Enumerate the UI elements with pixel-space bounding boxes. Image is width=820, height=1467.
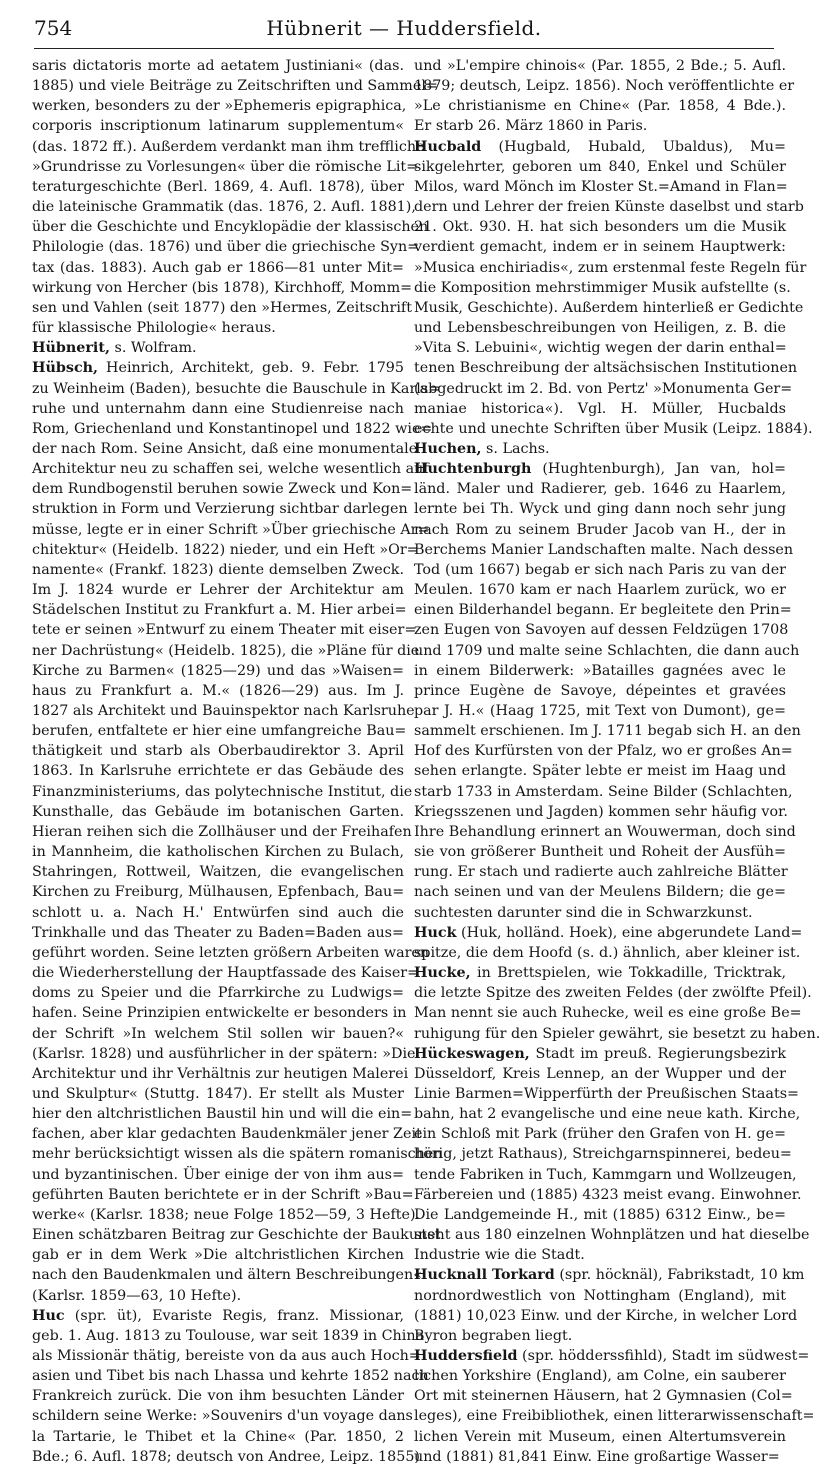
headword: Hübnerit, xyxy=(32,340,110,357)
entry-line: (1881) 10,023 Einw. und der Kirche, in welcher Lord xyxy=(414,1307,798,1324)
dictionary-entry xyxy=(414,963,820,1044)
entry-line: Im J. 1824 wurde er Lehrer der Architektur am xyxy=(32,582,404,599)
entry-line: ruhigung für den Spieler gewährt, sie besetzt zu haben. xyxy=(414,1025,820,1042)
entry-line: asien und Tibet bis nach Lhassa und kehrte 1852 nach xyxy=(32,1368,429,1385)
entry-line: »Musica enchiriadis«, zum erstenmal feste Regeln für xyxy=(414,259,807,276)
entry-line: Ihre Behandlung erinnert an Wouwerman, doch sind xyxy=(414,823,796,840)
entry-line: sie von größerer Buntheit und Roheit der Ausfüh= xyxy=(414,844,786,861)
entry-headline: Hucknall Torkard (spr. höcknäl), Fabrikstadt, 10 km xyxy=(414,1267,805,1284)
entry-line: und 1709 und malte seine Schlachten, die dann auch xyxy=(414,642,800,659)
entry-line: namente« (Frankf. 1823) diente demselben Zweck. xyxy=(32,561,404,578)
entry-line: schlott u. a. Nach H.' Entwürfen sind auch die xyxy=(32,904,404,921)
entry-line: Hieran reihen sich die Zollhäuser und der Freihafen xyxy=(32,823,412,840)
entry-line: schildern seine Werke: »Souvenirs d'un voyage dans xyxy=(32,1408,413,1425)
entry-line: sammelt erschienen. Im J. 1711 begab sich H. an den xyxy=(414,723,801,740)
entry-line: Stahringen, Rottweil, Waitzen, die evangelischen xyxy=(32,864,404,881)
entry-line: struktion in Form und Verzierung sichtbar darlegen xyxy=(32,501,408,518)
entry-line: (Karlsr. 1859—63, 10 Hefte). xyxy=(32,1287,242,1304)
entry-line: die letzte Spitze des zweiten Feldes (der zwölfte Pfeil). xyxy=(414,985,812,1002)
entry-line: ruhe und unternahm dann eine Studienreise nach xyxy=(32,400,404,417)
entry-line: geführten Bauten berichtete er in der Schrift »Bau= xyxy=(32,1186,414,1203)
entry-line: berufen, entfaltete er hier eine umfangreiche Bau= xyxy=(32,723,407,740)
entry-line: prince Eugène de Savoye, dépeintes et gravées xyxy=(414,682,786,699)
page-number: 754 xyxy=(34,16,73,40)
entry-line: tax (das. 1883). Auch gab er 1866—81 unter Mit= xyxy=(32,259,404,276)
dictionary-entry xyxy=(32,338,404,358)
entry-line: Byron begraben liegt. xyxy=(414,1327,573,1344)
entry-line: und »L'empire chinois« (Par. 1855, 2 Bde.; 5. Aufl. xyxy=(414,58,786,74)
entry-line: haus zu Frankfurt a. M.« (1826—29) aus. Im J. xyxy=(32,682,404,699)
entry-line: (das. 1872 ff.). Außerdem verdankt man ihm treffliche xyxy=(32,138,425,155)
dictionary-entry xyxy=(414,923,803,963)
entry-line: par J. H.« (Haag 1725, mit Text von Dumont), ge= xyxy=(414,703,786,719)
entry-line: zen Eugen von Savoyen auf dessen Feldzügen 1708 xyxy=(414,622,789,639)
entry-line: fachen, aber klar gedachten Baudenkmäler jener Zeit xyxy=(32,1126,422,1143)
entry-line: lichen Verein mit Museum, einen Altertumsverein xyxy=(414,1428,786,1445)
entry-line: tende Fabriken in Tuch, Kammgarn und Wollzeugen, xyxy=(414,1166,797,1183)
entry-line: wirkung von Hercher (bis 1878), Kirchhoff, Momm= xyxy=(32,279,413,296)
entry-headline: Hückeswagen, Stadt im preuß. Regierungsbezirk xyxy=(414,1045,786,1062)
entry-line: teraturgeschichte (Berl. 1869, 4. Aufl. 1878), über xyxy=(32,178,404,195)
entry-line: Rom, Griechenland und Konstantinopel und 1822 wie= xyxy=(32,420,433,437)
entry-line: sen und Vahlen (seit 1877) den »Hermes, Zeitschrift xyxy=(32,299,412,316)
entry-line: hafen. Seine Prinzipien entwickelte er besonders in xyxy=(32,1005,407,1022)
entry-line: zu Weinheim (Baden), besuchte die Bauschule in Karls= xyxy=(32,380,441,397)
entry-line: sehen erlangte. Später lebte er meist im Haag und xyxy=(414,763,786,780)
entry-line: tete er seinen »Entwurf zu einem Theater mit eiser= xyxy=(32,622,417,639)
entry-line: Linie Barmen=Wipperfürth der Preußischen Staats= xyxy=(414,1085,800,1102)
entry-line: »Le christianisme en Chine« (Par. 1858, 4 Bde.). xyxy=(414,98,786,115)
entry-line: geführt worden. Seine letzten größern Arbeiten waren xyxy=(32,944,430,961)
entry-line: lichen Yorkshire (England), am Colne, ein sauberer xyxy=(414,1368,786,1385)
entry-line: doms zu Speier und die Pfarrkirche zu Ludwigs= xyxy=(32,985,404,1002)
entry-headline: Hucke, in Brettspielen, wie Tokkadille, Tricktrak, xyxy=(414,965,786,982)
entry-line: für klassische Philologie« heraus. xyxy=(32,320,276,337)
entry-line: nordnordwestlich von Nottingham (England), mit xyxy=(414,1287,786,1304)
entry-line: ner Dachrüstung« (Heidelb. 1825), die »Pläne für die xyxy=(32,642,420,659)
entry-line: (abgedruckt im 2. Bd. von Pertz' »Monumenta Ger= xyxy=(414,380,793,397)
entry-line: die Wiederherstellung der Hauptfassade des Kaiser= xyxy=(32,965,420,982)
entry-line: chitektur« (Heidelb. 1822) nieder, und ein Heft »Or= xyxy=(32,541,419,558)
entry-line: steht aus 180 einzelnen Wohnplätzen und hat dieselbe xyxy=(414,1227,810,1244)
entry-line: gab er in dem Werk »Die altchristlichen Kirchen xyxy=(32,1247,404,1264)
entry-line: echte und unechte Schriften über Musik (Leipz. 1884). xyxy=(414,420,813,437)
headword: Huchtenburgh xyxy=(414,461,532,478)
entry-line: Er starb 26. März 1860 in Paris. xyxy=(414,118,648,135)
page-header xyxy=(34,14,774,44)
entry-line: und Skulptur« (Stuttg. 1847). Er stellt als Muster xyxy=(32,1085,404,1102)
entry-line: Kunsthalle, das Gebäude im botanischen Garten. xyxy=(32,803,404,820)
entry-line: starb 1733 in Amsterdam. Seine Bilder (Schlachten, xyxy=(414,783,793,800)
entry-line: geb. 1. Aug. 1813 zu Toulouse, war seit 1839 in China xyxy=(32,1327,425,1344)
dictionary-entry xyxy=(414,137,813,439)
entry-headline: Hübnerit, s. Wolfram. xyxy=(32,340,197,357)
entry-headline: Huc (spr. üt), Evariste Regis, franz. Missionar, xyxy=(32,1307,404,1324)
entry-line: Düsseldorf, Kreis Lennep, an der Wupper und der xyxy=(414,1065,786,1082)
entry-line: die Komposition mehrstimmiger Musik aufstellte (s. xyxy=(414,279,791,296)
entry-line: dem Rundbogenstil beruhen sowie Zweck und Kon= xyxy=(32,481,413,498)
entry-line: Philologie (das. 1876) und über die griechische Syn= xyxy=(32,239,420,256)
entry-line: über die Geschichte und Encyklopädie der klassischen xyxy=(32,219,429,236)
entry-line: Färbereien und (1885) 4323 meist evang. Einwohner. xyxy=(414,1186,802,1203)
entry-line: Bde.; 6. Aufl. 1878; deutsch von Andree, Leipz. 1855) xyxy=(32,1448,421,1465)
headword: Hucknall Torkard xyxy=(414,1267,555,1284)
entry-line: verdient gemacht, indem er in seinem Hauptwerk: xyxy=(414,239,786,256)
entry-line: Berchems Manier Landschaften malte. Nach dessen xyxy=(414,541,794,558)
entry-line: leges), eine Freibibliothek, einen litterarwissenschaft= xyxy=(414,1408,815,1425)
dictionary-entry xyxy=(414,1346,815,1467)
entry-headline: Hübsch, Heinrich, Architekt, geb. 9. Febr. 1795 xyxy=(32,360,404,377)
entry-line: Trinkhalle und das Theater zu Baden=Baden aus= xyxy=(32,924,404,941)
entry-line: »Grundrisse zu Vorlesungen« über die römische Lit= xyxy=(32,158,419,175)
dictionary-entry xyxy=(414,56,795,137)
entry-line: die lateinische Grammatik (das. 1876, 2. Aufl. 1881), xyxy=(32,199,416,216)
entry-line: »Vita S. Lebuini«, wichtig wegen der darin enthal= xyxy=(414,340,787,357)
entry-line: ein Schloß mit Park (früher den Grafen von H. ge= xyxy=(414,1126,786,1143)
entry-line: werken, besonders zu der »Ephemeris epigraphica, xyxy=(32,98,407,115)
entry-line: 1863. In Karlsruhe errichtete er das Gebäude des xyxy=(32,763,404,780)
dictionary-entry xyxy=(32,56,438,338)
entry-line: nach den Baudenkmalen und ältern Beschreibungen« xyxy=(32,1267,422,1284)
entry-line: la Tartarie, le Thibet et la Chine« (Par. 1850, 2 xyxy=(32,1428,404,1445)
entry-line: Meulen. 1670 kam er nach Haarlem zurück, wo er xyxy=(414,582,786,599)
entry-line: nach Rom zu seinem Bruder Jacob van H., der in xyxy=(414,521,786,538)
entry-headline: Huchen, s. Lachs. xyxy=(414,440,550,457)
entry-line: Architektur neu zu schaffen sei, welche wesentlich auf xyxy=(32,461,429,478)
entry-headline: Huddersfield (spr. hödderssfihld), Stadt im südwest= xyxy=(414,1348,810,1364)
entry-line: Die Landgemeinde H., mit (1885) 6312 Einw., be= xyxy=(414,1206,786,1223)
running-title: Hübnerit — Huddersfield. xyxy=(266,16,542,40)
entry-line: dern und Lehrer der freien Künste daselbst und starb xyxy=(414,199,804,216)
entry-line: Kriegsszenen und Jagden) kommen sehr häufig vor. xyxy=(414,803,788,820)
entry-line: Kirchen zu Freiburg, Mülhausen, Epfenbach, Bau= xyxy=(32,884,405,901)
entry-line: saris dictatoris morte ad aetatem Justiniani« (das. xyxy=(32,58,404,74)
headword: Hückeswagen, xyxy=(414,1045,530,1062)
entry-line: Tod (um 1667) begab er sich nach Paris zu van der xyxy=(414,561,786,578)
entry-line: in Mannheim, die katholischen Kirchen zu Bulach, xyxy=(32,844,404,861)
entry-line: werke« (Karlsr. 1838; neue Folge 1852—59, 3 Hefte). xyxy=(32,1206,421,1223)
entry-line: der nach Rom. Seine Ansicht, daß eine monumentale xyxy=(32,440,418,457)
entry-line: einen Bilderhandel begann. Er begleitete den Prin= xyxy=(414,602,792,619)
header-rule xyxy=(34,48,774,49)
entry-line: Hof des Kurfürsten von der Pfalz, wo er großes An= xyxy=(414,743,793,760)
entry-line: rung. Er stach und radierte auch zahlreiche Blätter xyxy=(414,864,788,881)
entry-line: Städelschen Institut zu Frankfurt a. M. Hier arbei= xyxy=(32,602,407,619)
entry-line: 1827 als Architekt und Bauinspektor nach Karlsruhe xyxy=(32,703,415,719)
entry-line: spitze, die dem Hoofd (s. d.) ähnlich, aber kleiner ist. xyxy=(414,944,801,961)
dictionary-entry xyxy=(414,439,786,459)
headword: Hucke, xyxy=(414,965,471,982)
entry-line: hier den altchristlichen Baustil hin und will die ein= xyxy=(32,1106,413,1123)
entry-line: (Karlsr. 1828) und ausführlicher in der spätern: »Die xyxy=(32,1045,416,1062)
dictionary-entry xyxy=(414,1265,805,1346)
entry-line: und Lebensbeschreibungen von Heiligen, z. B. die xyxy=(414,320,786,337)
entry-line: 21. Okt. 930. H. hat sich besonders um die Musik xyxy=(414,219,786,236)
entry-line: Industrie wie die Stadt. xyxy=(414,1247,585,1264)
entry-line: lernte bei Th. Wyck und ging dann noch sehr jung xyxy=(414,501,786,518)
entry-line: Musik, Geschichte). Außerdem hinterließ er Gedichte xyxy=(414,299,804,316)
entry-line: der Schrift »In welchem Stil sollen wir bauen?« xyxy=(32,1025,404,1042)
entry-line: mehr berücksichtigt wissen als die spätern romanischen xyxy=(32,1146,443,1163)
entry-line: länd. Maler und Radierer, geb. 1646 zu Haarlem, xyxy=(414,481,786,498)
entry-line: corporis inscriptionum latinarum supplementum« xyxy=(32,118,404,135)
entry-line: Frankreich zurück. Die von ihm besuchten Länder xyxy=(32,1388,404,1405)
entry-line: sikgelehrter, geboren um 840, Enkel und Schüler xyxy=(414,158,786,175)
entry-line: Milos, ward Mönch im Kloster St.=Amand in Flan= xyxy=(414,178,788,195)
entry-line: bahn, hat 2 evangelische und eine neue kath. Kirche, xyxy=(414,1106,801,1123)
headword: Huchen, xyxy=(414,440,482,457)
entry-line: hörig, jetzt Rathaus), Streichgarnspinnerei, bedeu= xyxy=(414,1146,792,1163)
dictionary-entry xyxy=(32,1306,429,1467)
headword: Huc xyxy=(32,1307,65,1324)
entry-line: Finanzministeriums, das polytechnische Institut, die xyxy=(32,783,413,800)
dictionary-entry xyxy=(414,1044,810,1266)
entry-headline: Huck (Huk, holländ. Hoek), eine abgerundete Land= xyxy=(414,924,803,941)
entry-line: Kirche zu Barmen« (1825—29) und das »Waisen= xyxy=(32,662,404,679)
entry-line: Ort mit steinernen Häusern, hat 2 Gymnasien (Col= xyxy=(414,1388,793,1405)
entry-line: nach seinen und van der Meulens Bildern; die ge= xyxy=(414,884,786,901)
entry-line: Einen schätzbaren Beitrag zur Geschichte der Baukunst xyxy=(32,1227,441,1244)
entry-line: 1879; deutsch, Leipz. 1856). Noch veröffentlichte er xyxy=(414,78,795,95)
entry-headline: Huchtenburgh (Hughtenburgh), Jan van, hol= xyxy=(414,461,786,478)
entry-line: und byzantinischen. Über einige der von ihm aus= xyxy=(32,1166,404,1183)
entry-line: und (1881) 81,841 Einw. Eine großartige Wasser= xyxy=(414,1448,780,1465)
dictionary-entry xyxy=(414,459,801,923)
right-column xyxy=(414,56,820,1465)
headword: Hübsch, xyxy=(32,360,99,377)
entry-line: müsse, legte er in einer Schrift »Über griechische Ar= xyxy=(32,521,430,538)
entry-line: suchtesten darunter sind die in Schwarzkunst. xyxy=(414,904,753,921)
entry-line: thätigkeit und starb als Oberbaudirektor 3. April xyxy=(32,743,404,760)
entry-headline: Hucbald (Hugbald, Hubald, Ubaldus), Mu= xyxy=(414,138,786,155)
entry-line: in einem Bilderwerk: »Batailles gagnées avec le xyxy=(414,662,786,679)
entry-line: Architektur und ihr Verhältnis zur heutigen Malerei xyxy=(32,1065,409,1082)
headword: Hucbald xyxy=(414,138,482,155)
headword: Huddersfield xyxy=(414,1348,518,1364)
entry-line: maniae historica«). Vgl. H. Müller, Hucbalds xyxy=(414,400,786,417)
entry-line: tenen Beschreibung der altsächsischen Institutionen xyxy=(414,360,798,377)
entry-line: als Missionär thätig, bereiste von da aus auch Hoch= xyxy=(32,1348,421,1364)
entry-line: Man nennt sie auch Ruhecke, weil es eine große Be= xyxy=(414,1005,802,1022)
headword: Huck xyxy=(414,924,457,941)
entry-line: 1885) und viele Beiträge zu Zeitschriften und Sammel= xyxy=(32,78,438,95)
